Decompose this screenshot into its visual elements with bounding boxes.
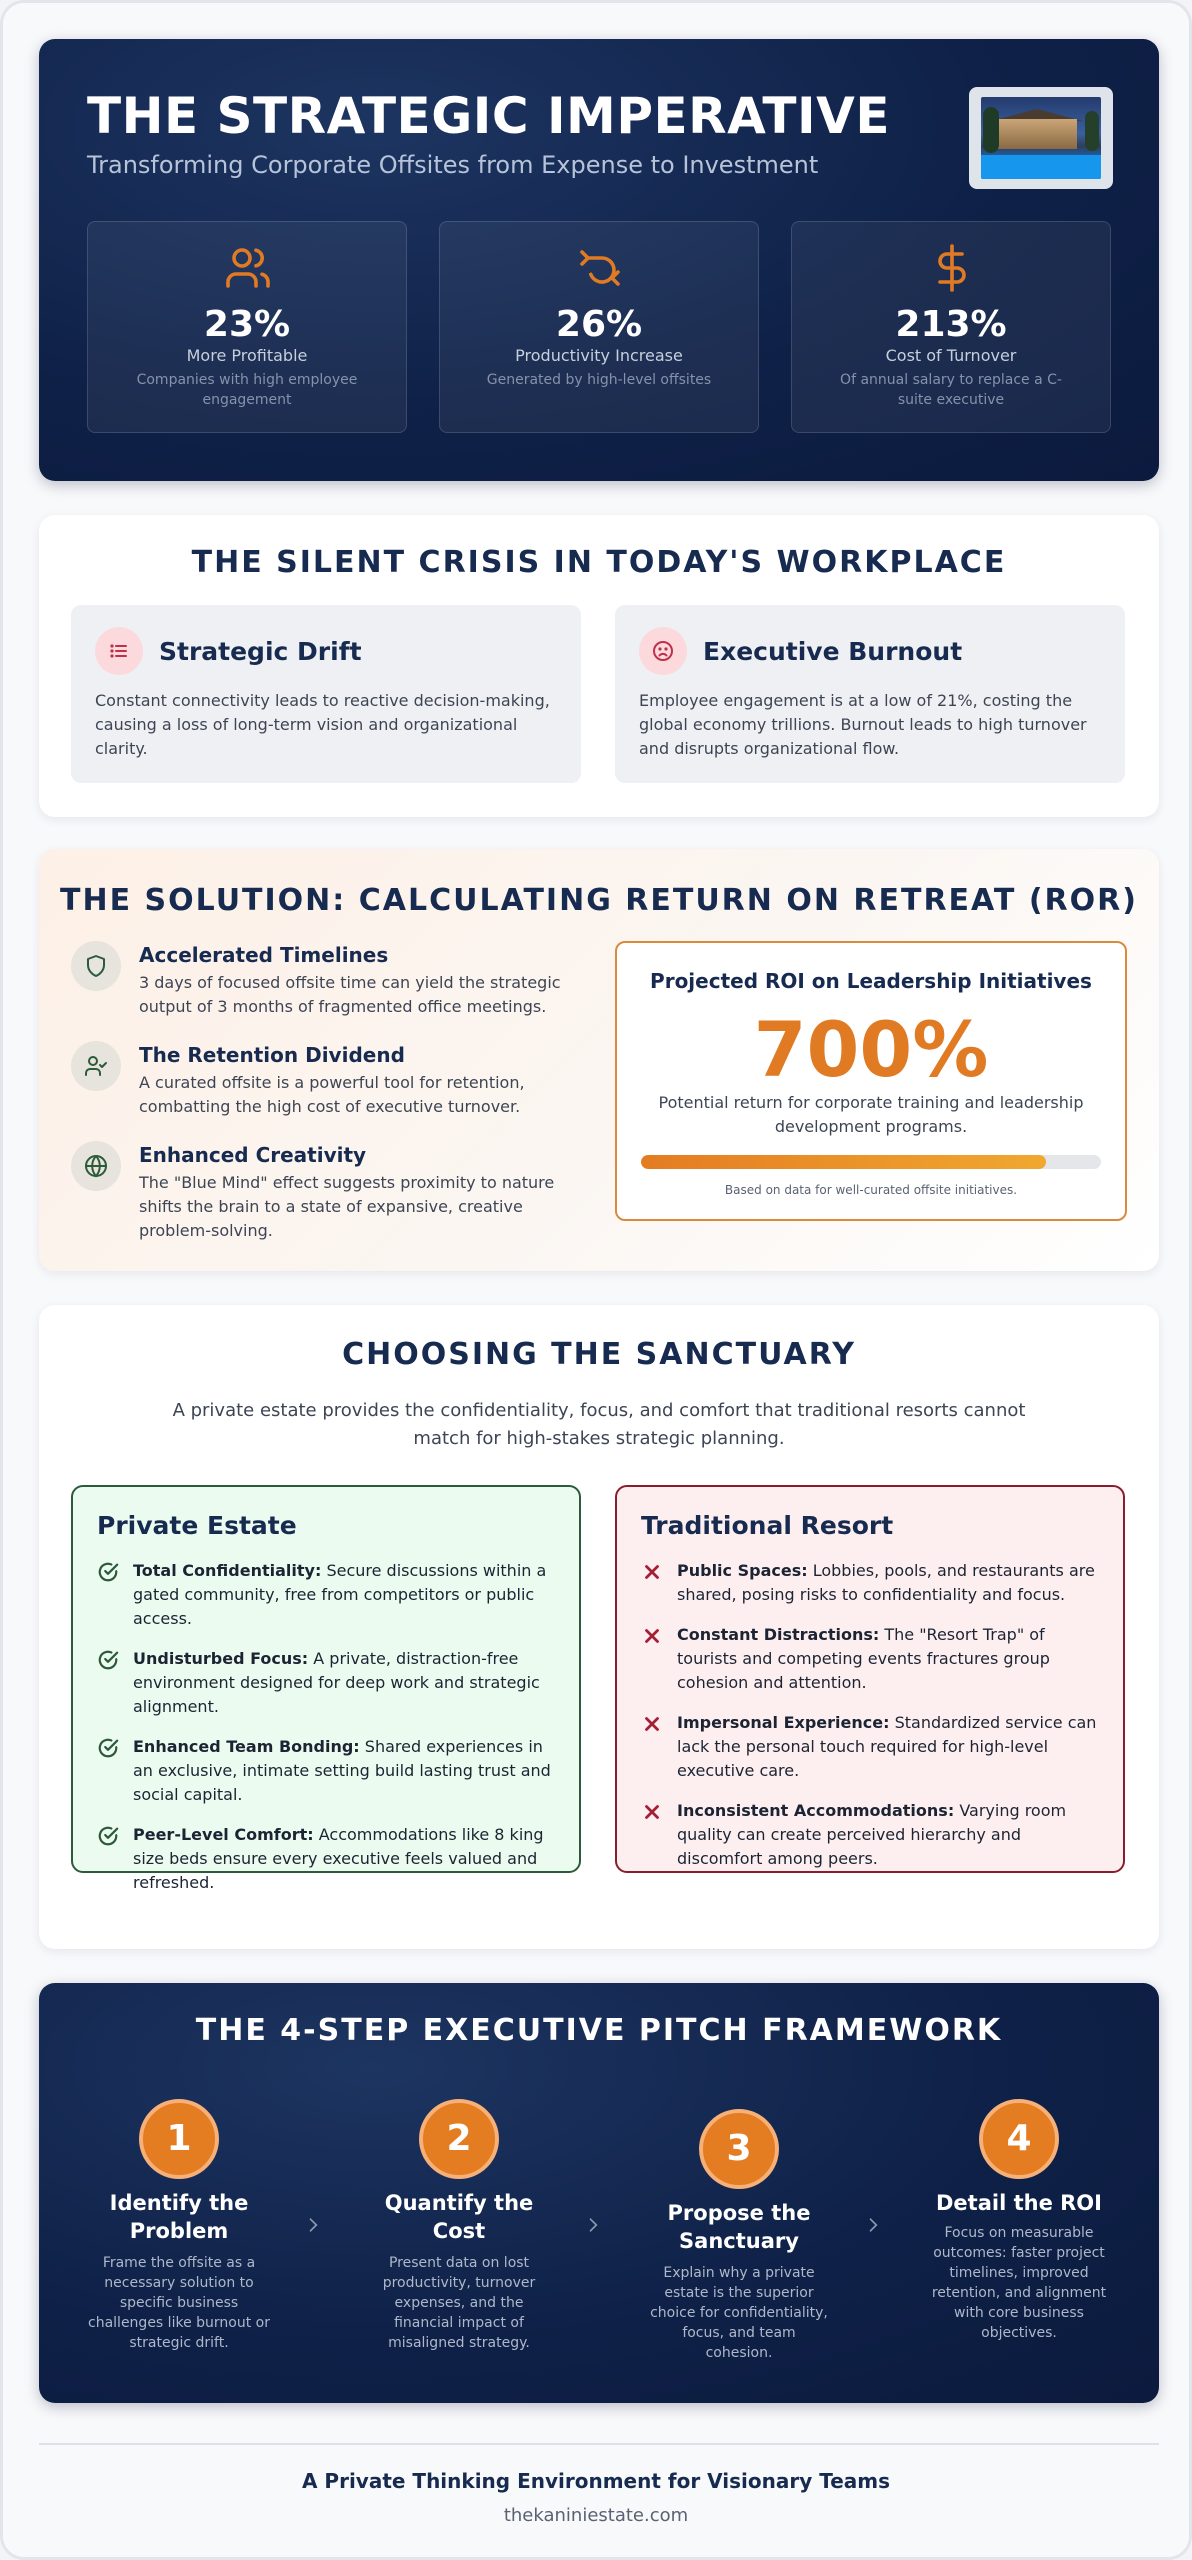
section-title: THE SOLUTION: CALCULATING RETURN ON RETREAT (ROR) xyxy=(60,883,1138,918)
item-label: Inconsistent Accommodations: xyxy=(677,1801,955,1820)
step-title: Quantify the Cost xyxy=(384,2191,534,2243)
step-text: Present data on lost productivity, turnover expenses, and the financial impact of misaligned strategy. xyxy=(382,2255,536,2351)
section-title: CHOOSING THE SANCTUARY xyxy=(342,1337,856,1372)
check-circle-icon xyxy=(97,1649,119,1671)
step-text: Focus on measurable outcomes: faster project timelines, improved retention, and alignment with core business objectives. xyxy=(931,2225,1107,2341)
page-subtitle: Transforming Corporate Offsites from Expense to Investment xyxy=(87,151,819,179)
dollar-icon xyxy=(928,244,976,292)
x-icon xyxy=(641,1801,663,1823)
chevron-right-icon xyxy=(303,2215,323,2235)
benefit-text: 3 days of focused offsite time can yield the strategic output of 3 months of fragmented office meetings. xyxy=(139,973,561,1016)
chevron-right-icon xyxy=(583,2215,603,2235)
step-title: Detail the ROI xyxy=(936,2191,1102,2215)
globe-icon xyxy=(71,1141,121,1191)
compare-title: Private Estate xyxy=(97,1511,297,1540)
stat-label: More Profitable xyxy=(186,346,308,365)
compare-title: Traditional Resort xyxy=(641,1511,894,1540)
roi-text: Potential return for corporate training and leadership development programs. xyxy=(658,1093,1084,1136)
benefit-text: A curated offsite is a powerful tool for retention, combatting the high cost of executive turnover. xyxy=(139,1073,525,1116)
stat-label: Productivity Increase xyxy=(515,346,683,365)
crisis-heading: Executive Burnout xyxy=(703,637,963,666)
crisis-text: Employee engagement is at a low of 21%, costing the global economy trillions. Burnout leads to high turnover and disrupts organizational flow. xyxy=(639,691,1087,758)
stat-description: Generated by high-level offsites xyxy=(486,372,712,388)
stat-description: Of annual salary to replace a C-suite executive xyxy=(840,372,1062,408)
benefit-title: Accelerated Timelines xyxy=(139,943,389,967)
stat-label: Cost of Turnover xyxy=(885,346,1017,365)
crisis-text: Constant connectivity leads to reactive decision-making, causing a loss of long-term vision and organizational clarity. xyxy=(95,691,550,758)
roi-card xyxy=(615,941,1127,1221)
footer-website-link[interactable]: thekaniniestate.com xyxy=(503,2505,689,2526)
check-circle-icon xyxy=(97,1561,119,1583)
private-estate-card xyxy=(71,1485,581,1892)
pitch-framework-section xyxy=(39,1983,1159,2403)
benefit-text: The "Blue Mind" effect suggests proximity to nature shifts the brain to a state of expansive, creative problem-solving. xyxy=(139,1173,555,1240)
crisis-card-strategic-drift xyxy=(71,605,581,783)
item-label: Undisturbed Focus: xyxy=(133,1649,309,1668)
step-number: 1 xyxy=(139,2099,219,2179)
item-text: A private, distraction-free environment designed for deep work and strategic alignment. xyxy=(133,1649,540,1716)
item-text: Accommodations like 8 king size beds ensure every executive feels valued and refreshed. xyxy=(133,1825,544,1892)
refresh-icon xyxy=(576,244,624,292)
x-icon xyxy=(641,1625,663,1647)
solution-section xyxy=(39,849,1159,1271)
page-title: THE STRATEGIC IMPERATIVE xyxy=(87,87,890,145)
roi-progress-fill xyxy=(641,1155,1046,1169)
step-number: 4 xyxy=(979,2099,1059,2179)
footer-tagline: A Private Thinking Environment for Visionary Teams xyxy=(301,2469,891,2493)
step-text: Frame the offsite as a necessary solution to specific business challenges like burnout or strategic drift. xyxy=(88,2255,270,2351)
item-label: Enhanced Team Bonding: xyxy=(133,1737,360,1756)
item-text: Varying room quality can create perceived hierarchy and discomfort among peers. xyxy=(677,1801,1067,1868)
crisis-section xyxy=(39,515,1159,817)
item-label: Public Spaces: xyxy=(677,1561,808,1580)
stat-card-profitable xyxy=(87,221,407,433)
item-label: Impersonal Experience: xyxy=(677,1713,890,1732)
step-number: 3 xyxy=(699,2109,779,2189)
benefit-title: The Retention Dividend xyxy=(139,1043,405,1067)
roi-progress-bar xyxy=(641,1155,1101,1169)
roi-value: 700% xyxy=(753,1005,989,1094)
roi-title: Projected ROI on Leadership Initiatives xyxy=(650,969,1092,993)
item-text: Shared experiences in an exclusive, intimate setting build lasting trust and social capital. xyxy=(133,1737,551,1804)
check-circle-icon xyxy=(97,1825,119,1847)
step-text: Explain why a private estate is the superior choice for confidentiality, focus, and team cohesion. xyxy=(650,2265,828,2361)
x-icon xyxy=(641,1561,663,1583)
frown-icon xyxy=(639,627,687,675)
step-title: Propose the Sanctuary xyxy=(667,2201,811,2253)
hero-section xyxy=(39,39,1159,481)
list-icon xyxy=(95,627,143,675)
stat-value: 26% xyxy=(555,304,643,345)
user-check-icon xyxy=(71,1041,121,1091)
sanctuary-section xyxy=(39,1305,1159,1949)
roi-note: Based on data for well-curated offsite initiatives. xyxy=(724,1183,1018,1197)
stat-description: Companies with high employee engagement xyxy=(136,372,358,408)
stat-card-turnover xyxy=(791,221,1111,433)
crisis-card-executive-burnout xyxy=(615,605,1125,783)
shield-icon xyxy=(71,941,121,991)
item-label: Total Confidentiality: xyxy=(133,1561,322,1580)
users-icon xyxy=(224,244,272,292)
traditional-resort-card xyxy=(615,1485,1125,1873)
section-title: THE SILENT CRISIS IN TODAY'S WORKPLACE xyxy=(191,545,1007,580)
item-text: Lobbies, pools, and restaurants are shared, posing risks to confidentiality and focus. xyxy=(677,1561,1095,1604)
item-label: Constant Distractions: xyxy=(677,1625,880,1644)
stat-value: 213% xyxy=(895,304,1007,345)
check-circle-icon xyxy=(97,1737,119,1759)
item-label: Peer-Level Comfort: xyxy=(133,1825,314,1844)
stat-value: 23% xyxy=(203,304,291,345)
step-number: 2 xyxy=(419,2099,499,2179)
footer-divider xyxy=(39,2443,1159,2445)
sanctuary-intro: A private estate provides the confidentiality, focus, and comfort that traditional resorts cannot match for high-stakes strategic planning. xyxy=(172,1400,1026,1449)
estate-photo xyxy=(969,87,1113,189)
x-icon xyxy=(641,1713,663,1735)
crisis-heading: Strategic Drift xyxy=(159,637,362,666)
item-text: Standardized service can lack the personal touch required for high-level executive care. xyxy=(677,1713,1097,1780)
stat-card-productivity xyxy=(439,221,759,433)
step-title: Identify the Problem xyxy=(109,2191,249,2243)
benefit-title: Enhanced Creativity xyxy=(139,1143,367,1167)
section-title: THE 4-STEP EXECUTIVE PITCH FRAMEWORK xyxy=(195,2013,1003,2048)
chevron-right-icon xyxy=(863,2215,883,2235)
item-text: The "Resort Trap" of tourists and competing events fractures group cohesion and attention. xyxy=(677,1625,1050,1692)
item-text: Secure discussions within a gated community, free from competitors or public access. xyxy=(133,1561,547,1628)
